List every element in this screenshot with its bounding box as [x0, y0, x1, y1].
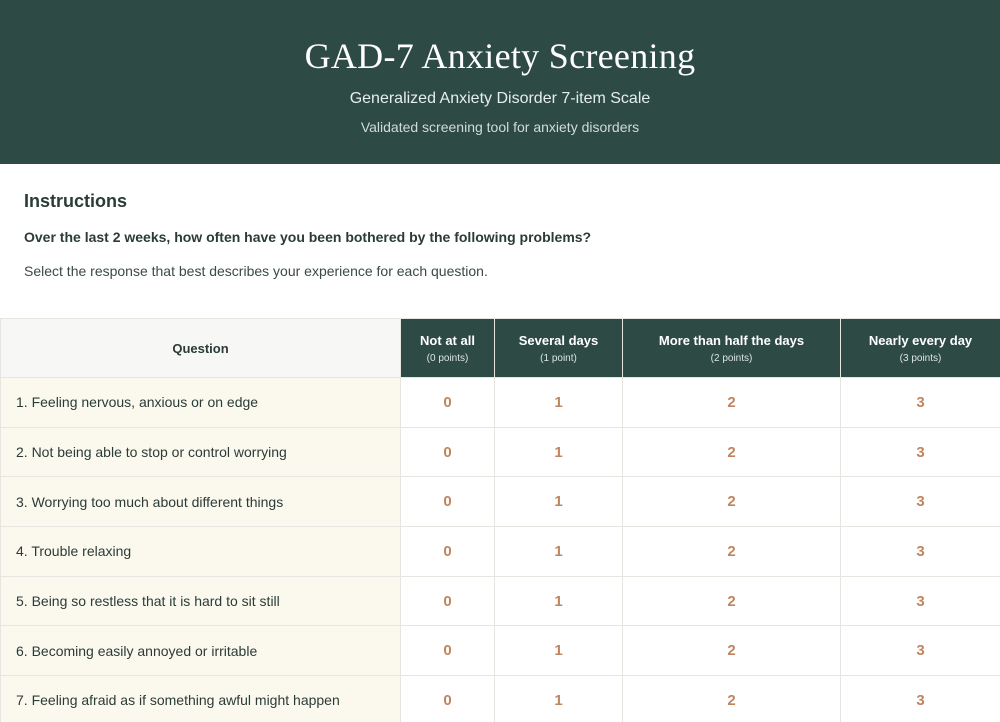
score-option-3[interactable]: 3 — [841, 378, 1000, 428]
score-option-0[interactable]: 0 — [401, 527, 495, 577]
instructions-heading: Instructions — [24, 191, 128, 211]
score-option-1[interactable]: 1 — [495, 576, 623, 626]
option-header-not-at-all — [401, 319, 495, 378]
question-cell: 6. Becoming easily annoyed or irritable — [1, 626, 401, 676]
score-option-0[interactable]: 0 — [401, 427, 495, 477]
score-option-3[interactable]: 3 — [841, 576, 1000, 626]
question-cell: 1. Feeling nervous, anxious or on edge — [1, 378, 401, 428]
option-label: Not at all — [420, 332, 475, 348]
table-row — [1, 576, 1000, 626]
score-option-1[interactable]: 1 — [495, 626, 623, 676]
score-option-2[interactable]: 2 — [623, 477, 841, 527]
score-option-1[interactable]: 1 — [495, 427, 623, 477]
score-option-2[interactable]: 2 — [623, 427, 841, 477]
option-label: Several days — [518, 332, 599, 348]
score-option-2[interactable]: 2 — [623, 576, 841, 626]
score-option-3[interactable]: 3 — [841, 477, 1000, 527]
table-row — [1, 378, 1000, 428]
option-header-more-than-half — [623, 319, 841, 378]
instructions-note: Select the response that best describes your experience for each question. — [24, 263, 488, 279]
score-option-3[interactable]: 3 — [841, 527, 1000, 577]
score-option-0[interactable]: 0 — [401, 378, 495, 428]
option-label: More than half the days — [658, 332, 805, 348]
instructions-question: Over the last 2 weeks, how often have you been bothered by the following problems? — [24, 229, 592, 245]
score-option-2[interactable]: 2 — [623, 676, 841, 722]
option-points: (1 point) — [540, 352, 577, 364]
question-cell: 3. Worrying too much about different things — [1, 477, 401, 527]
table-header-row — [1, 319, 1000, 378]
score-option-0[interactable]: 0 — [401, 576, 495, 626]
question-column-header: Question — [1, 319, 401, 378]
option-points: (3 points) — [899, 352, 942, 364]
score-option-1[interactable]: 1 — [495, 527, 623, 577]
score-option-3[interactable]: 3 — [841, 427, 1000, 477]
page-header — [0, 0, 1000, 164]
table-row — [1, 427, 1000, 477]
table-row — [1, 676, 1000, 722]
score-option-1[interactable]: 1 — [495, 378, 623, 428]
page-tagline: Validated screening tool for anxiety disorders — [360, 119, 640, 135]
instructions-section — [0, 164, 1000, 318]
question-cell: 5. Being so restless that it is hard to sit still — [1, 576, 401, 626]
option-header-several-days — [495, 319, 623, 378]
table-row — [1, 477, 1000, 527]
table-row — [1, 626, 1000, 676]
score-option-2[interactable]: 2 — [623, 626, 841, 676]
option-label: Nearly every day — [868, 332, 973, 348]
score-option-0[interactable]: 0 — [401, 676, 495, 722]
option-header-nearly-every-day — [841, 319, 1000, 378]
page-subtitle: Generalized Anxiety Disorder 7-item Scale — [349, 90, 651, 107]
score-option-1[interactable]: 1 — [495, 477, 623, 527]
page-title: GAD-7 Anxiety Screening — [304, 36, 696, 76]
question-cell: 7. Feeling afraid as if something awful might happen — [1, 676, 401, 722]
score-option-2[interactable]: 2 — [623, 378, 841, 428]
option-points: (0 points) — [426, 352, 469, 364]
score-option-3[interactable]: 3 — [841, 626, 1000, 676]
score-option-2[interactable]: 2 — [623, 527, 841, 577]
table-row — [1, 527, 1000, 577]
score-option-3[interactable]: 3 — [841, 676, 1000, 722]
score-option-0[interactable]: 0 — [401, 626, 495, 676]
option-points: (2 points) — [710, 352, 753, 364]
questionnaire-table — [0, 318, 1000, 722]
question-cell: 4. Trouble relaxing — [1, 527, 401, 577]
score-option-0[interactable]: 0 — [401, 477, 495, 527]
question-cell: 2. Not being able to stop or control worrying — [1, 427, 401, 477]
score-option-1[interactable]: 1 — [495, 676, 623, 722]
